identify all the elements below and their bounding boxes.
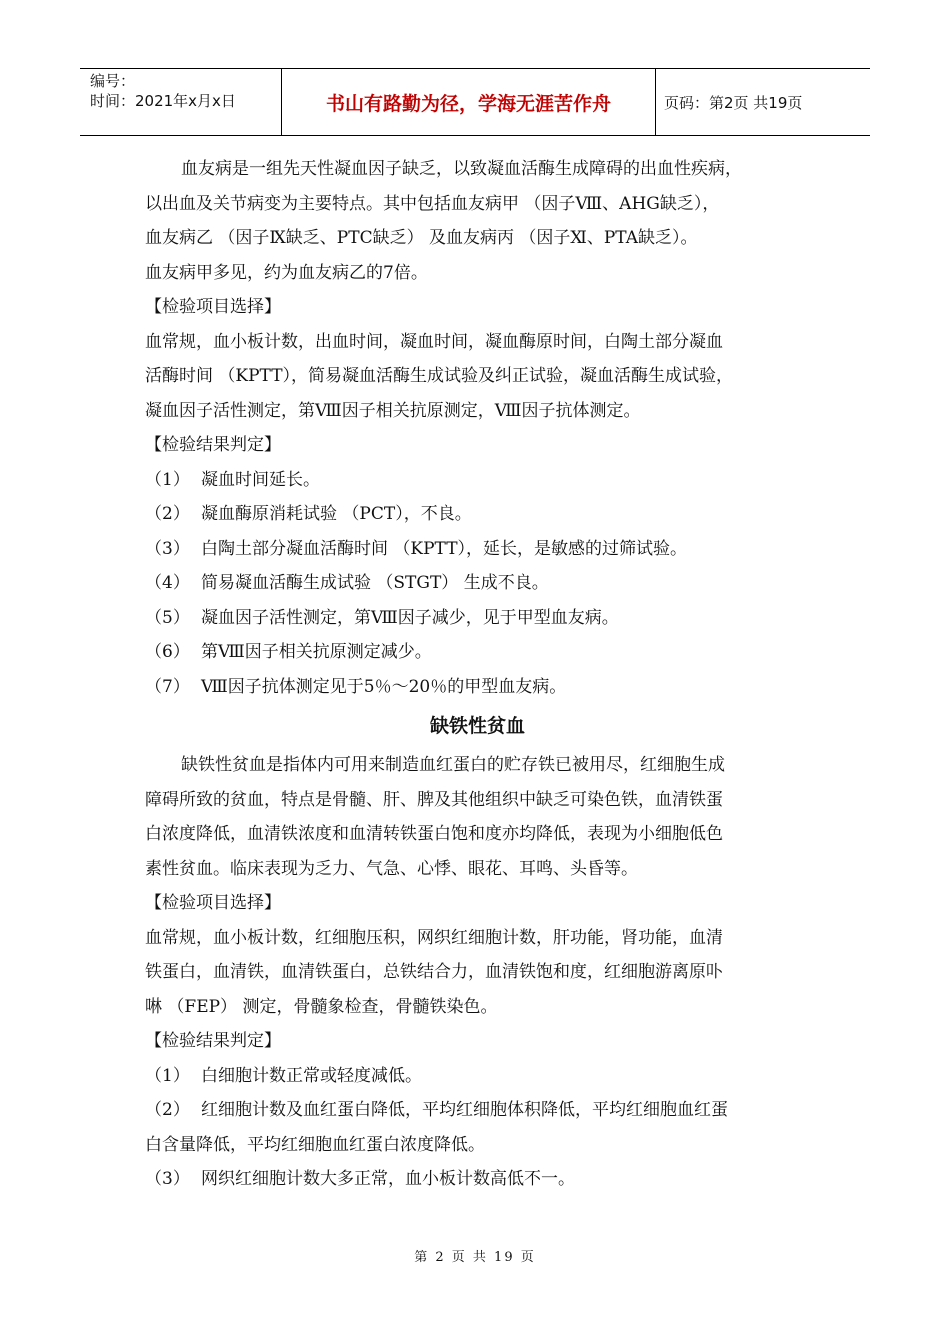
- list-item-text: 网织红细胞计数大多正常，血小板计数高低不一。: [201, 1169, 575, 1189]
- list-item-number: （3）: [145, 538, 190, 559]
- list-item-number: （1）: [145, 469, 190, 490]
- header-motto-cell: [282, 69, 656, 135]
- paragraph-line: 血友病甲多见，约为血友病乙的7倍。: [145, 262, 428, 283]
- list-item: [145, 670, 810, 705]
- list-item-number: （4）: [145, 573, 190, 593]
- list-item: [145, 463, 810, 498]
- paragraph-line: 活酶时间 （KPTT），简易凝血活酶生成试验及纠正试验，凝血活酶生成试验，: [145, 366, 734, 386]
- paragraph-line: 血友病乙 （因子Ⅸ缺乏、PTC缺乏） 及血友病丙 （因子Ⅺ、PTA缺乏）。: [145, 228, 698, 248]
- list-item-number: （7）: [145, 676, 190, 697]
- list-item-text: 白陶土部分凝血活酶时间 （KPTT），延长，是敏感的过筛试验。: [201, 538, 688, 559]
- paragraph-line: 障碍所致的贫血，特点是骨髓、肝、脾及其他组织中缺乏可染色铁，血清铁蛋: [145, 789, 723, 810]
- section-subheading: 【检验项目选择】: [145, 893, 281, 913]
- list-item: [145, 635, 810, 670]
- list-item-text: 第Ⅷ因子相关抗原测定减少。: [201, 642, 432, 662]
- document-header: [80, 68, 870, 136]
- document-number-label: 编号：: [90, 72, 136, 90]
- paragraph-line: 白浓度降低，血清铁浓度和血清转铁蛋白饱和度亦均降低，表现为小细胞低色: [145, 824, 723, 844]
- list-item-text: Ⅷ因子抗体测定见于5％～20％的甲型血友病。: [201, 676, 567, 697]
- list-item-text: 凝血因子活性测定，第Ⅷ因子减少，见于甲型血友病。: [201, 607, 619, 628]
- list-item: [145, 532, 810, 567]
- section-subheading: 【检验结果判定】: [145, 1031, 281, 1051]
- paragraph-line: 啉 （FEP） 测定，骨髓象检查，骨髓铁染色。: [145, 996, 498, 1017]
- page-footer: [0, 1246, 950, 1265]
- header-meta-cell: [80, 69, 282, 135]
- list-item-number: （2）: [145, 504, 190, 524]
- list-item: [145, 1162, 810, 1197]
- header-motto: 书山有路勤为径，学海无涯苦作舟: [325, 92, 611, 115]
- paragraph-line: 缺铁性贫血是指体内可用来制造血红蛋白的贮存铁已被用尽，红细胞生成: [181, 755, 725, 775]
- list-item-number: （6）: [145, 642, 190, 662]
- document-body: [145, 152, 810, 1197]
- paragraph-line: 血常规，血小板计数，出血时间，凝血时间，凝血酶原时间，白陶土部分凝血: [145, 331, 723, 352]
- list-item: [145, 1059, 810, 1094]
- header-page-cell: [656, 69, 870, 135]
- section-title: 缺铁性贫血: [429, 715, 525, 737]
- footer-page-number: 第 2 页 共 19 页: [414, 1250, 536, 1265]
- list-item-text: 凝血酶原消耗试验 （PCT），不良。: [201, 504, 472, 524]
- list-item-number: （5）: [145, 607, 190, 628]
- list-item-number: （1）: [145, 1065, 190, 1086]
- paragraph-line: 铁蛋白，血清铁，血清铁蛋白，总铁结合力，血清铁饱和度，红细胞游离原卟: [145, 962, 723, 982]
- paragraph-line: 血常规，血小板计数，红细胞压积，网织红细胞计数，肝功能，肾功能，血清: [145, 927, 723, 948]
- list-item-text: 红细胞计数及血红蛋白降低，平均红细胞体积降低，平均红细胞血红蛋: [201, 1100, 728, 1120]
- header-page-label: 页码：第2页 共19页: [664, 93, 803, 112]
- paragraph-line: 素性贫血。临床表现为乏力、气急、心悸、眼花、耳鸣、头昏等。: [145, 858, 638, 879]
- section-subheading: 【检验项目选择】: [145, 297, 281, 317]
- paragraph-line: 以出血及关节病变为主要特点。其中包括血友病甲 （因子Ⅷ、AHG缺乏），: [145, 193, 720, 214]
- section-subheading: 【检验结果判定】: [145, 435, 281, 455]
- list-item-text: 简易凝血活酶生成试验 （STGT） 生成不良。: [201, 573, 549, 593]
- list-item-text: 白含量降低，平均红细胞血红蛋白浓度降低。: [145, 1134, 485, 1155]
- list-item-continuation: [145, 1128, 810, 1163]
- list-item: [145, 1093, 810, 1128]
- document-time-label: 时间：2021年x月x日: [90, 92, 236, 110]
- list-item: [145, 497, 810, 532]
- paragraph-line: 凝血因子活性测定，第Ⅷ因子相关抗原测定，Ⅷ因子抗体测定。: [145, 400, 641, 421]
- list-item-number: （2）: [145, 1100, 190, 1120]
- list-item-number: （3）: [145, 1169, 190, 1189]
- list-item: [145, 566, 810, 601]
- list-item-text: 凝血时间延长。: [201, 469, 320, 490]
- paragraph-line: 血友病是一组先天性凝血因子缺乏，以致凝血活酶生成障碍的出血性疾病，: [181, 159, 742, 179]
- list-item-text: 白细胞计数正常或轻度减低。: [201, 1065, 422, 1086]
- list-item: [145, 601, 810, 636]
